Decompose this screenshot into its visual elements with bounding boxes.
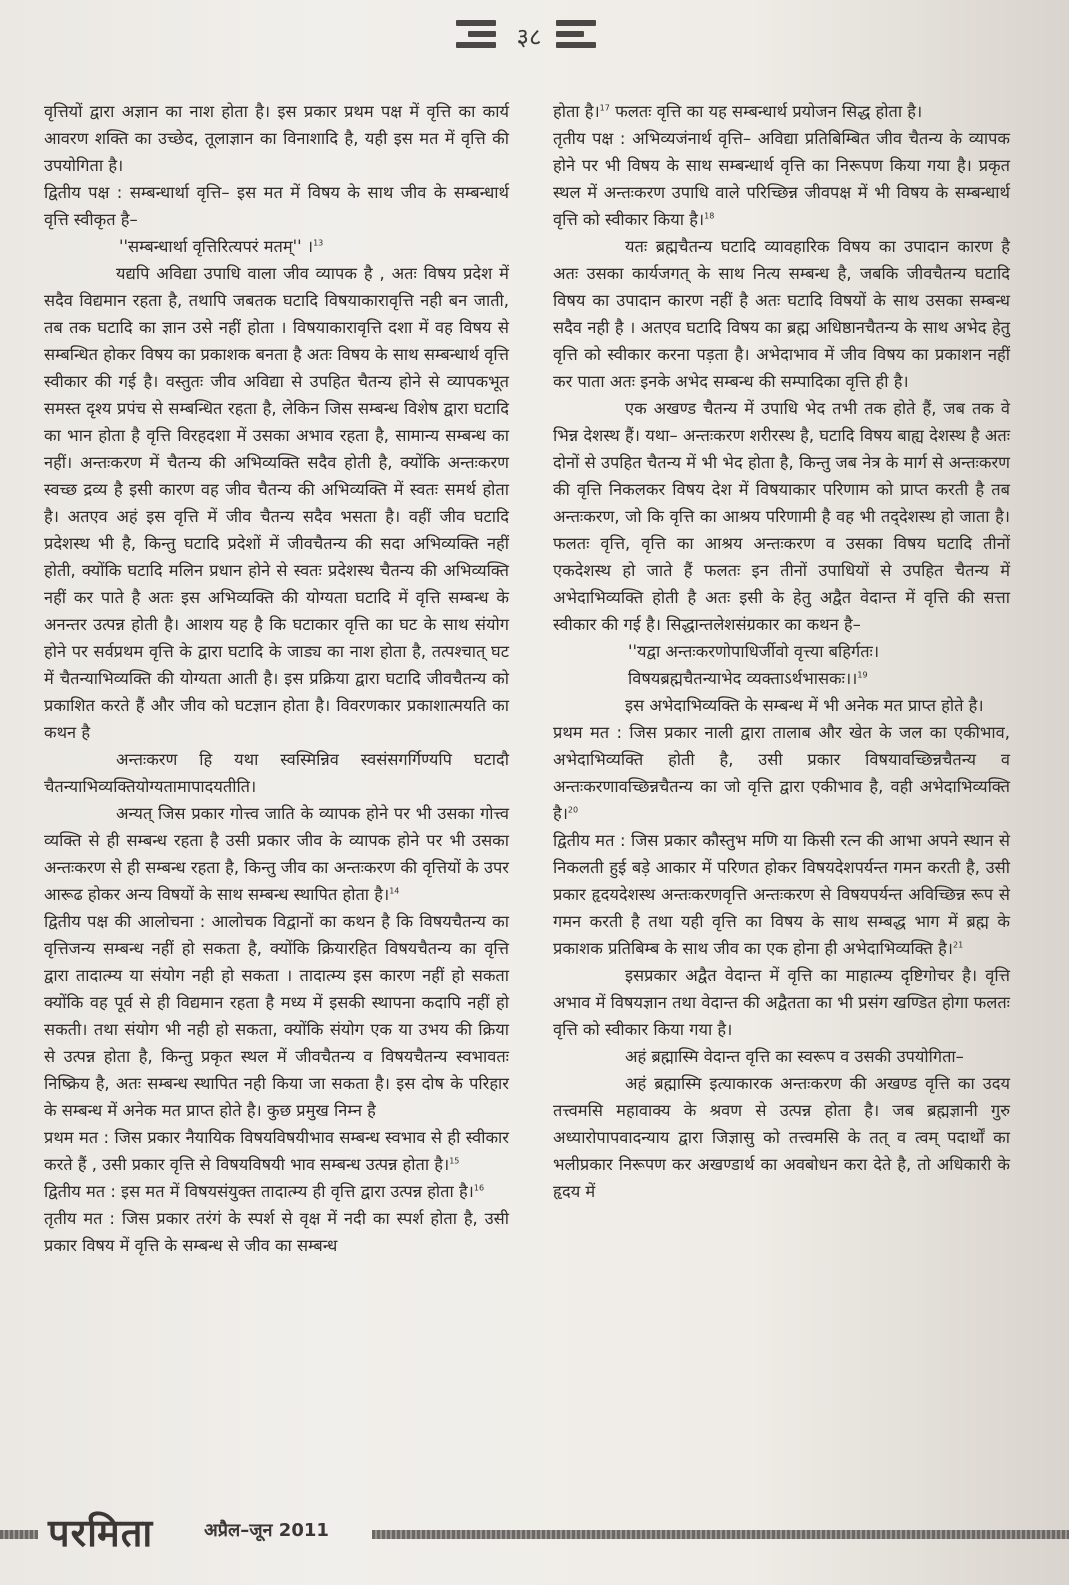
paragraph [553,233,1010,395]
paragraph [553,665,1010,692]
paragraph [553,827,1010,962]
issue-date: अप्रैल–जून 2011 [204,1520,329,1541]
magazine-logo: परमिता [48,1510,154,1555]
footnote-ref: 21 [953,940,964,950]
paragraph-text: द्वितीय पक्ष की आलोचना : आलोचक विद्वानों का कथन है कि विषयचैतन्य का वृत्तिजन्य सम्बन्ध नहीं हो सकता है, क्योंकि क्रियारहित विषयचैतन्य का वृत्ति द्वारा तादात्म्य या संयोग नही हो सकता । तादात्म्य इस कारण नहीं हो सकता क्योंकि वह पूर्व से ही विद्यमान रहता है मध्य में इसकी स्थापना कदापि नहीं हो सकती। तथा संयोग भी नही हो सकता, क्योंकि संयोग एक या उभय की क्रिया से उत्पन्न होता है, किन्तु प्रकृत स्थल में जीवचैतन्य व विषयचैतन्य स्वभावतः निष्क्रिय है, अतः सम्बन्ध स्थापित नही किया जा सकता है। इस दोष के परिहार के सम्बन्ध में अनेक मत प्राप्त होते है। कुछ प्रमुख निम्न है [44,912,509,1120]
page-header [0,6,1069,62]
paragraph-text: ''सम्बन्धार्था वृत्तिरित्यपरं मतम्'' । [119,237,314,256]
paragraph-text: प्रथम मत : जिस प्रकार नैयायिक विषयविषयीभाव सम्बन्ध स्वभाव से ही स्वीकार करते हैं , उसी प्रकार वृत्ति से विषयविषयी भाव सम्बन्ध उत्पन्न होता है। [44,1128,509,1174]
paragraph-text: यद्यपि अविद्या उपाधि वाला जीव व्यापक है , अतः विषय प्रदेश में सदैव विद्यमान रहता है, तथापि जबतक घटादि विषयाकारावृत्ति नही बन जाती, तब तक घटादि का ज्ञान उसे नहीं होता । विषयाकारावृत्ति दशा में वह विषय से सम्बन्धित होकर विषय का प्रकाशक बनता है अतः विषय के साथ सम्बन्धार्थ वृत्ति स्वीकार की गई है। वस्तुतः जीव अविद्या से उपहित चैतन्य होने से व्यापकभूत समस्त दृश्य प्रपंच से सम्बन्धित रहता है, लेकिन जिस सम्बन्ध विशेष द्वारा घटादि का भान होता है वृत्ति विरहदशा में उसका अभाव रहता है, सामान्य सम्बन्ध का नहीं। अन्तःकरण में चैतन्य की अभिव्यक्ति सदैव होती है, क्योंकि अन्तःकरण स्वच्छ द्रव्य है इसी कारण वह जीव चैतन्य की अभिव्यक्ति में स्वतः समर्थ होता है। अतएव अहं इस वृत्ति में जीव चैतन्य सदैव भसता है। वहीं जीव घटादि प्रदेशस्थ भी है, किन्तु घटादि प्रदेशों में जीवचैतन्य की सदा अभिव्यक्ति नहीं होती, क्योंकि घटादि मलिन प्रधान होने से स्वतः प्रदेशस्थ चैतन्य की अभिव्यक्ति नहीं कर पाते है अतः इस अभिव्यक्ति की योग्यता घटादि में वृत्ति सम्बन्ध के अनन्तर उत्पन्न होती है। आशय यह है कि घटाकार वृत्ति का घट के साथ संयोग होने पर सर्वप्रथम वृत्ति के द्वारा घटादि के जाड्य का नाश होता है, तत्पश्चात् घट में चैतन्याभिव्यक्ति की योग्यता आती है। इस प्रक्रिया द्वारा घटादि जीवचैतन्य को प्रकाशित करते हैं और जीव को घटज्ञान होता है। विवरणकार प्रकाशात्मयति का कथन है [44,264,509,742]
paragraph [553,1070,1010,1205]
paragraph-text: तृतीय मत : जिस प्रकार तरंगं के स्पर्श से वृक्ष में नदी का स्पर्श होता है, उसी प्रकार विषय में वृत्ति के सम्बन्ध से जीव का सम्बन्ध [44,1209,509,1255]
footnote-ref: 14 [389,886,400,896]
paragraph [553,395,1010,638]
paragraph-text: प्रथम मत : जिस प्रकार नाली द्वारा तालाब और खेत के जल का एकीभाव, अभेदाभिव्यक्ति होती है, उसी प्रकार विषयावच्छिन्नचैतन्य व अन्तःकरणावच्छिन्नचैतन्य का जो वृत्ति द्वारा एकीभाव है, वही अभेदाभिव्यक्ति है। [553,723,1010,823]
paragraph [553,692,1010,719]
paragraph [553,125,1010,233]
footnote-ref: 19 [857,670,868,680]
paragraph [553,98,1010,125]
paragraph-text-tail: फलतः वृत्ति का यह सम्बन्धार्थ प्रयोजन सिद्ध होता है। [609,102,923,121]
paragraph-text: द्वितीय पक्ष : सम्बन्धार्था वृत्ति– इस मत में विषय के साथ जीव के सम्बन्धार्थ वृत्ति स्वीकृत है– [44,183,509,229]
left-column [44,98,509,1259]
page-number: ३८ [516,23,542,51]
footnote-ref: 20 [567,805,579,815]
page-footer [0,1500,1069,1570]
paragraph-text: अन्यत् जिस प्रकार गोत्त्व जाति के व्यापक होने पर भी उसका गोत्त्व व्यक्ति से ही सम्बन्ध रहता है उसी प्रकार जीव के व्यापक होने पर भी उसका अन्तःकरण से ही सम्बन्ध रहता है, किन्तु जीव का अन्तःकरण की वृत्तियों के उपर आरूढ होकर अन्य विषयों के साथ सम्बन्ध स्थापित होता है। [44,804,509,904]
footer-rule-right [372,1530,1069,1539]
footnote-ref: 18 [704,211,715,221]
paragraph-text: इसप्रकार अद्वैत वेदान्त में वृत्ति का माहात्म्य दृष्टिगोचर है। वृत्ति अभाव में विषयज्ञान तथा वेदान्त की अद्वैतता का भी प्रसंग खण्डित होगा फलतः वृत्ति को स्वीकार किया गया है। [553,966,1010,1039]
paragraph [553,962,1010,1043]
paragraph [44,1124,509,1178]
paragraph [44,1178,509,1205]
paragraph [44,800,509,908]
paragraph [553,719,1010,827]
paragraph [44,1205,509,1259]
paragraph-text: विषयब्रह्मचैतन्याभेद व्यक्ताऽर्थभासकः।। [628,669,858,688]
paragraph [553,1043,1010,1070]
right-column [553,98,1010,1205]
paragraph [44,179,509,233]
paragraph [44,233,509,260]
header-ornament-left [456,20,496,48]
paragraph-text: ''यद्वा अन्तःकरणोपाधिर्जीवो वृत्त्या बहिर्गतः। [628,642,880,661]
paragraph-text: होता है। [553,102,600,121]
footnote-ref: 16 [473,1183,485,1193]
header-ornament-right [556,20,596,48]
paragraph-text: इस अभेदाभिव्यक्ति के सम्बन्ध में भी अनेक मत प्राप्त होते है। [625,696,984,715]
paragraph-text: द्वितीय मत : जिस प्रकार कौस्तुभ मणि या किसी रत्न की आभा अपने स्थान से निकलती हुई बड़े आकार में परिणत होकर विषयदेशपर्यन्त गमन करती है, उसी प्रकार हृदयदेशस्थ अन्तःकरणवृत्ति अन्तःकरण से विषयपर्यन्त अविच्छिन्न रूप से गमन करती है तथा यही वृत्ति का विषय के साथ सम्बद्ध भाग में ब्रह्म के प्रकाशक प्रतिबिम्ब के साथ जीव का एक होना ही अभेदाभिव्यक्ति है। [553,831,1010,958]
paragraph-text: अहं ब्रह्मास्मि वेदान्त वृत्ति का स्वरूप व उसकी उपयोगिता– [625,1047,964,1066]
paragraph [44,746,509,800]
footnote-ref: 15 [449,1156,460,1166]
footnote-ref: 13 [313,238,324,248]
paragraph-text: वृत्तियों द्वारा अज्ञान का नाश होता है। इस प्रकार प्रथम पक्ष में वृत्ति का कार्य आवरण शक्ति का उच्छेद, तूलाज्ञान का विनाशादि है, यही इस मत में वृत्ति की उपयोगिता है। [44,102,509,175]
paragraph-text: अहं ब्रह्मास्मि इत्याकारक अन्तःकरण की अखण्ड वृत्ति का उदय तत्त्वमसि महावाक्य के श्रवण से उत्पन्न होता है। जब ब्रह्मज्ञानी गुरु अध्यारोपापवादन्याय द्वारा जिज्ञासु को तत्त्वमसि के तत् व त्वम् पदार्थों का भलीप्रकार निरूपण कर अखण्डार्थ का अवबोधन करा देते है, तो अधिकारी के हृदय में [553,1074,1010,1201]
footnote-ref: 17 [599,103,610,113]
paragraph-text: एक अखण्ड चैतन्य में उपाधि भेद तभी तक होते हैं, जब तक वे भिन्न देशस्थ हैं। यथा– अन्तःकरण शरीरस्थ है, घटादि विषय बाह्य देशस्थ है अतः दोनों से उपहित चैतन्य में भी भेद होता है, किन्तु जब नेत्र के मार्ग से अन्तःकरण की वृत्ति निकलकर विषय देश में विषयाकार परिणाम को प्राप्त करती है तब अन्तःकरण, जो कि वृत्ति का आश्रय परिणामी है वह भी तद्‌देशस्थ हो जाता है। फलतः वृत्ति, वृत्ति का आश्रय अन्तःकरण व उसका विषय घटादि तीनों एकदेशस्थ हो जाते हैं फलतः इन तीनों उपाधियों से उपहित चैतन्य में अभेदाभिव्यक्ति होती है अतः इसी के हेतु अद्वैत वेदान्त में वृत्ति की सत्ता स्वीकार की गई है। सिद्धान्तलेशसंग्रकार का कथन है– [553,399,1010,634]
paragraph [44,98,509,179]
paragraph-text: तृतीय पक्ष : अभिव्यजंनार्थ वृत्ति– अविद्या प्रतिबिम्बित जीव चैतन्य के व्यापक होने पर भी विषय के साथ सम्बन्धार्थ वृत्ति का निरूपण किया गया है। प्रकृत स्थल में अन्तःकरण उपाधि वाले परिच्छिन्न जीवपक्ष में भी विषय के सम्बन्धार्थ वृत्ति को स्वीकार किया है। [553,129,1010,229]
paragraph [44,908,509,1124]
paragraph-text: यतः ब्रह्मचैतन्य घटादि व्यावहारिक विषय का उपादान कारण है अतः उसका कार्यजगत् के साथ नित्य सम्बन्ध है, जबकि जीवचैतन्य घटादि विषय का उपादान कारण नहीं है अतः घटादि विषयों के साथ उसका सम्बन्ध सदैव नही है । अतएव घटादि विषय का ब्रह्म अधिष्ठानचैतन्य के साथ अभेद हेतु वृत्ति को स्वीकार करना पड़ता है। अभेदाभाव में जीव विषय का प्रकाशन नहीं कर पाता अतः इनके अभेद सम्बन्ध की सम्पादिका वृत्ति ही है। [553,237,1010,391]
paragraph [44,260,509,746]
paragraph-text: अन्तःकरण हि यथा स्वस्मिन्निव स्वसंसगर्गिण्यपि घटादौ चैतन्याभिव्यक्तियोग्यतामापादयतीति। [44,750,509,796]
paragraph-text: द्वितीय मत : इस मत में विषयसंयुक्त तादात्म्य ही वृत्ति द्वारा उत्पन्न होता है। [44,1182,474,1201]
paragraph [553,638,1010,665]
footer-rule-left [0,1530,38,1539]
